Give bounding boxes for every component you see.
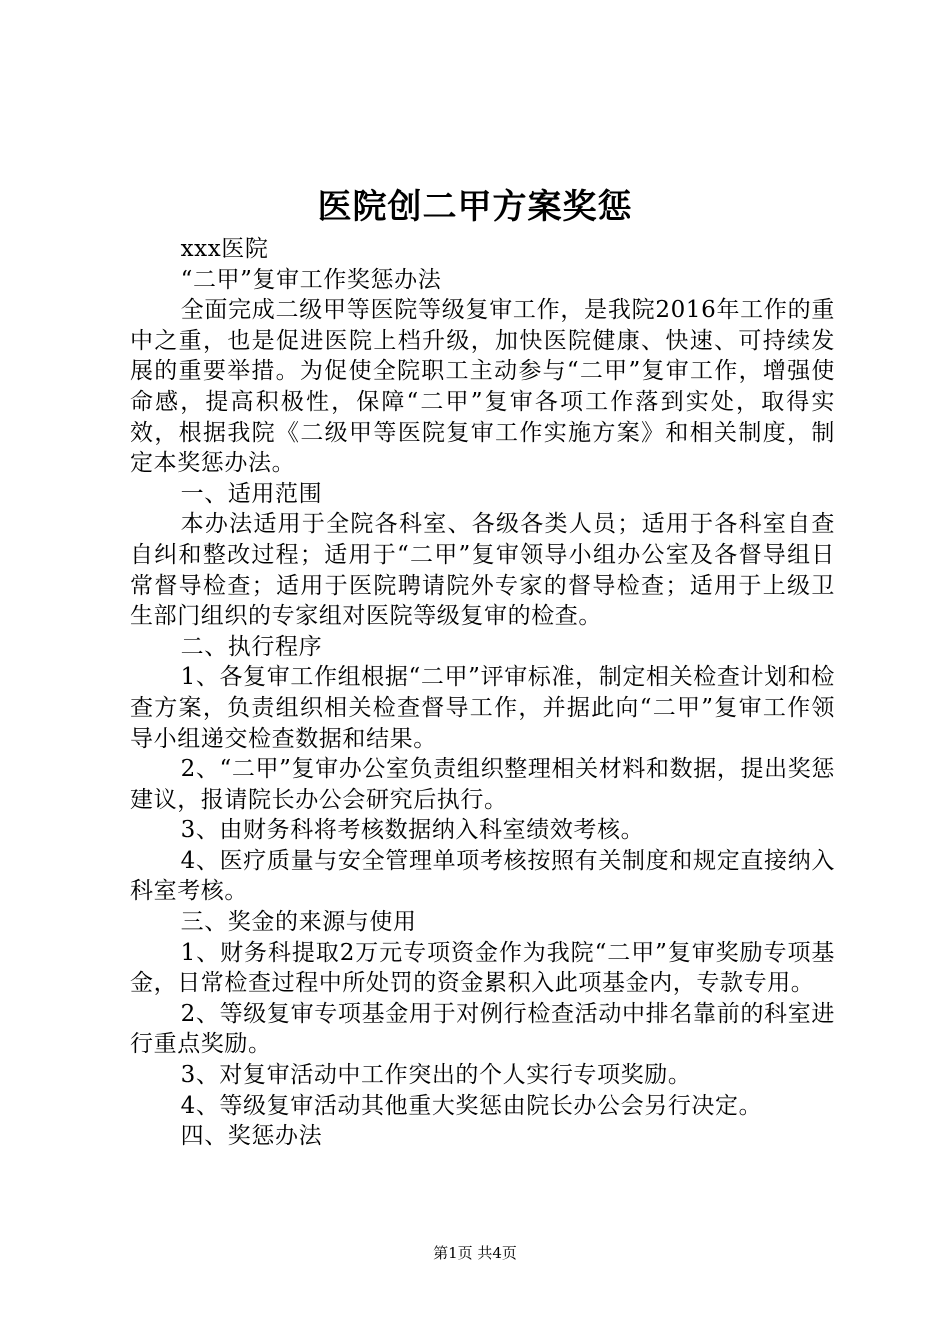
hospital-name-line: xxx医院 <box>180 236 269 262</box>
funds-item-4: 4、等级复审活动其他重大奖惩由院长办公会另行决定。 <box>180 1092 763 1119</box>
funds-item-1: 1、财务科提取2万元专项资金作为我院“二甲”复审奖励专项基金，日常检查过程中所处罚的资金累积入此项基金内，专款专用。 <box>130 939 835 997</box>
page-footer: 第1页 共4页 <box>433 1244 517 1262</box>
document-title: 医院创二甲方案奖惩 <box>317 187 633 227</box>
scope-paragraph: 本办法适用于全院各科室、各级各类人员；适用于各科室自查自纠和整改过程；适用于“二甲”复审领导小组办公室及各督导组日常督导检查；适用于医院聘请院外专家的督导检查；适用于上级卫生部门组织的专家组对医院等级复审的检查。 <box>130 511 835 630</box>
section-heading-procedure: 二、执行程序 <box>180 633 323 660</box>
procedure-item-1: 1、各复审工作组根据“二甲”评审标准，制定相关检查计划和检查方案，负责组织相关检查督导工作，并据此向“二甲”复审工作领导小组递交检查数据和结果。 <box>130 664 835 752</box>
document-body <box>130 234 835 1152</box>
subtitle-line: “二甲”复审工作奖惩办法 <box>180 266 442 293</box>
procedure-item-3: 3、由财务科将考核数据纳入科室绩效考核。 <box>180 817 645 844</box>
procedure-item-2: 2、“二甲”复审办公室负责组织整理相关材料和数据，提出奖惩建议，报请院长办公会研究后执行。 <box>130 756 835 813</box>
section-heading-rewards: 四、奖惩办法 <box>180 1123 323 1150</box>
section-heading-scope: 一、适用范围 <box>180 480 323 507</box>
funds-item-3: 3、对复审活动中工作突出的个人实行专项奖励。 <box>180 1062 692 1089</box>
procedure-item-4: 4、医疗质量与安全管理单项考核按照有关制度和规定直接纳入科室考核。 <box>130 847 835 905</box>
section-heading-funds: 三、奖金的来源与使用 <box>180 909 417 936</box>
funds-item-2: 2、等级复审专项基金用于对例行检查活动中排名靠前的科室进行重点奖励。 <box>130 1000 835 1058</box>
intro-paragraph: 全面完成二级甲等医院等级复审工作，是我院2016年工作的重中之重，也是促进医院上档升级，加快医院健康、快速、可持续发展的重要举措。为促使全院职工主动参与“二甲”复审工作，增强使命感，提高积极性，保障“二甲”复审各项工作落到实处，取得实效，根据我院《二级甲等医院复审工作实施方案》和相关制度，制定本奖惩办法。 <box>130 297 835 477</box>
